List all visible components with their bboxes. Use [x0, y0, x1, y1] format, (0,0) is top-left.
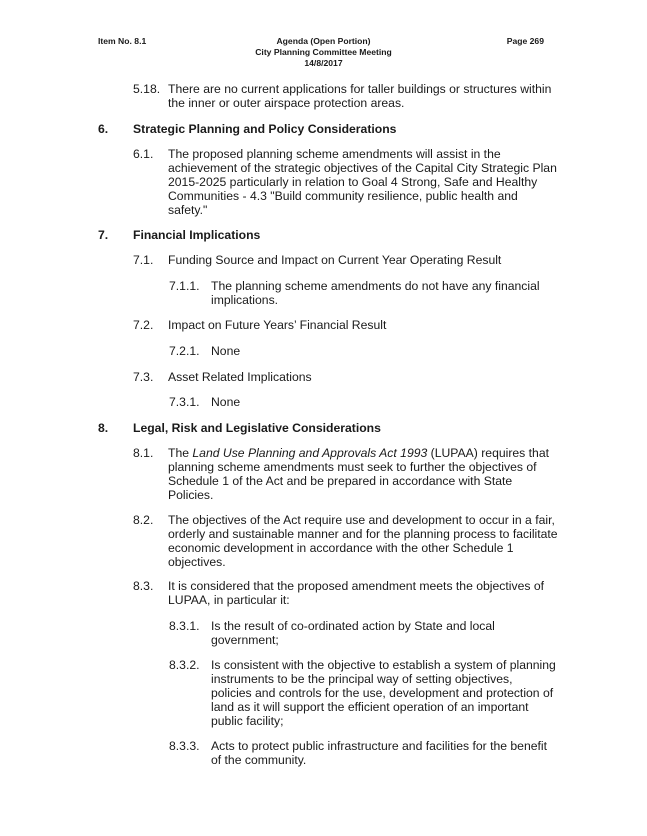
item-number: Item No. 8.1: [98, 36, 147, 46]
paragraph-text: The proposed planning scheme amendments will assist in the achievement of the strategic objectives of the Capital City Strategic Plan 2015-2025 particularly in relation to Goal 4 Strong, Safe and Healthy Communities - 4.3 "Build community resilience, public health and safety.": [168, 147, 557, 217]
agenda-header: [0, 36, 647, 69]
paragraph-text: Is consistent with the objective to establish a system of planning instruments to be the principal way of setting objectives, policies and controls for the use, development and protection of land as it will support the efficient operation of an important public facility;: [211, 658, 556, 728]
paragraph-number: 7.3.1.: [169, 395, 200, 409]
paragraph-text: [168, 447, 558, 503]
section-number: 8.: [98, 421, 109, 435]
section-title: Financial Implications: [133, 228, 261, 242]
section-number: 6.: [98, 122, 109, 136]
paragraph-number: 5.18.: [133, 82, 161, 96]
act-title: Land Use Planning and Approvals Act 1993: [192, 446, 428, 460]
paragraph-text: Acts to protect public infrastructure and facilities for the benefit of the community.: [211, 739, 548, 767]
paragraph-number: 7.1.: [133, 253, 154, 267]
paragraph-number: 8.3.3.: [169, 739, 200, 753]
paragraph-text: It is considered that the proposed amendment meets the objectives of LUPAA, in particular it:: [168, 579, 544, 607]
paragraph-number: 8.2.: [133, 513, 154, 527]
paragraph-number: 7.2.: [133, 318, 154, 332]
paragraph-number: 8.3.2.: [169, 658, 200, 672]
meeting-date: 14/8/2017: [304, 58, 343, 68]
section-number: 7.: [98, 228, 109, 242]
paragraph-text: Funding Source and Impact on Current Year Operating Result: [168, 253, 502, 267]
section-title: Strategic Planning and Policy Considerations: [133, 122, 397, 136]
paragraph-number: 8.3.: [133, 579, 154, 593]
paragraph-number: 7.3.: [133, 370, 154, 384]
paragraph-text-start: The: [168, 446, 193, 460]
paragraph-number: 7.2.1.: [169, 344, 200, 358]
paragraph-text: Asset Related Implications: [168, 370, 312, 384]
paragraph-number: 7.1.1.: [169, 279, 200, 293]
paragraph-text: The planning scheme amendments do not have any financial implications.: [211, 279, 540, 307]
agenda-title: Agenda (Open Portion): [276, 36, 371, 46]
paragraph-number: 6.1.: [133, 147, 154, 161]
paragraph-text: The objectives of the Act require use and development to occur in a fair, orderly and sustainable manner and for the planning process to facilitate economic development in accordance with the other Schedule 1 objectives.: [168, 513, 558, 569]
paragraph-text: Is the result of co-ordinated action by State and local government;: [211, 619, 495, 647]
page-number: Page 269: [506, 36, 544, 46]
meeting-name: City Planning Committee Meeting: [255, 47, 392, 57]
paragraph-text: None: [211, 395, 241, 409]
paragraph-text: Impact on Future Years’ Financial Result: [168, 318, 387, 332]
paragraph-number: 8.1.: [133, 446, 154, 460]
paragraph-text-end: (LUPAA) requires that planning scheme amendments must seek to further the objectives of Schedule 1 of the Act and be prepared in accordance with State Policies.: [168, 446, 549, 502]
paragraph-text: There are no current applications for taller buildings or structures within the inner or outer airspace protection areas.: [168, 82, 552, 110]
paragraph-text: None: [211, 344, 241, 358]
paragraph-number: 8.3.1.: [169, 619, 200, 633]
section-title: Legal, Risk and Legislative Considerations: [133, 421, 381, 435]
